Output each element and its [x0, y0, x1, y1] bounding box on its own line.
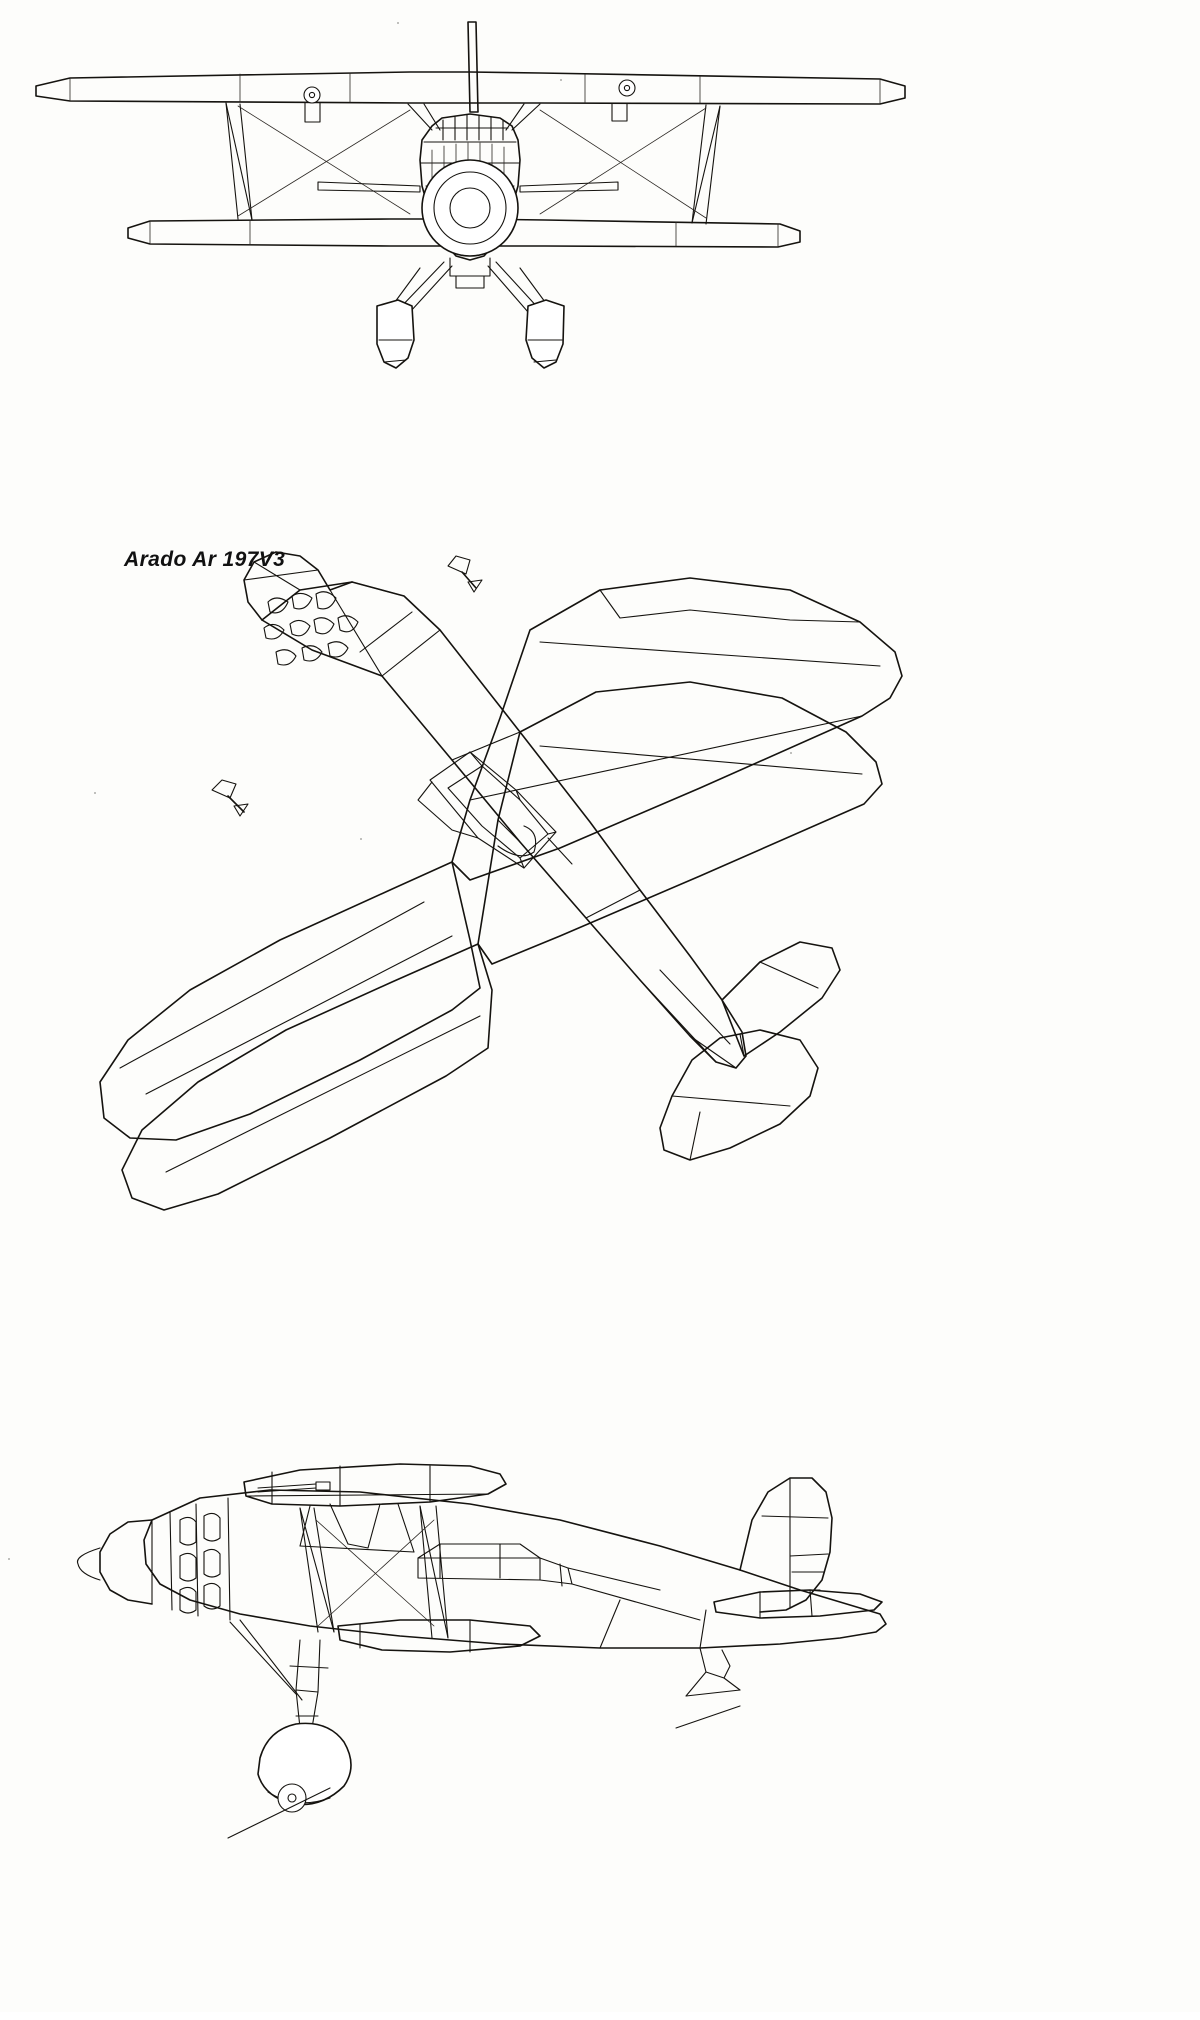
paper-speck — [8, 1558, 10, 1560]
paper-speck — [360, 838, 362, 840]
plan-view-svg — [0, 470, 1200, 1260]
drawing-caption: Arado Ar 197V3 — [124, 548, 286, 571]
paper-speck — [560, 79, 562, 81]
plan-view — [0, 470, 1200, 1260]
paper-speck — [94, 792, 96, 794]
side-view — [0, 1460, 1200, 2020]
paper-speck — [790, 752, 792, 754]
front-view — [0, 0, 1200, 420]
paper-speck — [397, 22, 399, 24]
side-view-svg — [0, 1460, 1200, 2020]
front-view-svg — [0, 0, 1200, 420]
